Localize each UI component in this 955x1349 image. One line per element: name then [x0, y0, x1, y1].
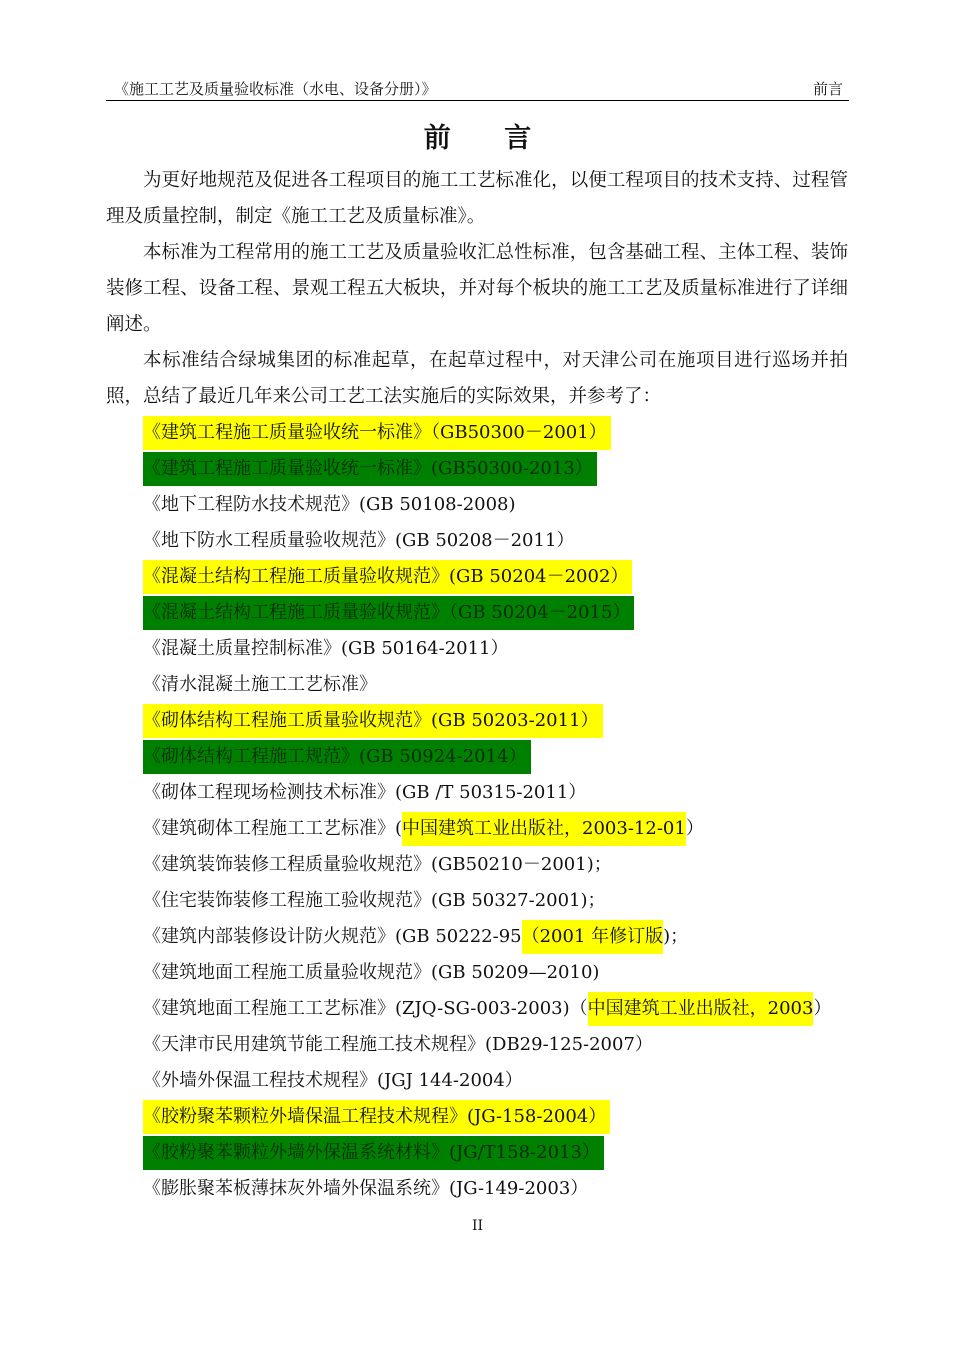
reference-text: 《地下防水工程质量验收规范》(GB 50208－2011） — [143, 530, 575, 551]
reference-item — [143, 1135, 831, 1171]
reference-item — [143, 883, 831, 919]
reference-item — [143, 487, 831, 523]
reference-text: 《外墙外保温工程技术规程》(JGJ 144-2004） — [143, 1070, 523, 1091]
reference-item — [143, 919, 831, 955]
highlighted-reference-text: 《砌体结构工程施工规范》(GB 50924-2014） — [143, 740, 531, 774]
reference-text: ） — [685, 818, 704, 839]
intro-text — [106, 163, 848, 415]
reference-text: 《混凝土质量控制标准》(GB 50164-2011） — [143, 638, 509, 659]
reference-text: 《天津市民用建筑节能工程施工技术规程》(DB29-125-2007） — [143, 1034, 653, 1055]
highlighted-reference-text: 《建筑工程施工质量验收统一标准》（GB50300－2001） — [143, 416, 611, 450]
reference-list — [143, 415, 831, 1207]
reference-text: 《建筑内部装修设计防火规范》(GB 50222-95 — [143, 926, 522, 947]
page-title: 前 言 — [423, 123, 554, 154]
highlighted-publisher-text: 中国建筑工业出版社，2003 — [588, 992, 814, 1026]
reference-item — [143, 811, 831, 847]
reference-item — [143, 559, 831, 595]
reference-text: 《建筑装饰装修工程质量验收规范》(GB50210－2001)； — [143, 854, 612, 875]
paragraph: 本标准结合绿城集团的标准起草，在起草过程中，对天津公司在施项目进行巡场并拍照，总结了最近几年来公司工艺工法实施后的实际效果，并参考了： — [106, 350, 848, 407]
reference-item — [143, 1063, 831, 1099]
reference-text: 《建筑地面工程施工工艺标准》(ZJQ-SG-003-2003)（ — [143, 998, 588, 1019]
reference-text: )； — [663, 926, 689, 947]
paragraph: 为更好地规范及促进各工程项目的施工工艺标准化，以便工程项目的技术支持、过程管理及质量控制，制定《施工工艺及质量标准》。 — [106, 170, 848, 227]
reference-text: 《砌体工程现场检测技术标准》(GB /T 50315-2011） — [143, 782, 587, 803]
reference-item — [143, 1171, 831, 1207]
highlighted-publisher-text: （2001 年修订版 — [522, 920, 664, 954]
reference-item — [143, 1099, 831, 1135]
reference-item — [143, 667, 831, 703]
reference-text: 《住宅装饰装修工程施工验收规范》(GB 50327-2001)； — [143, 890, 606, 911]
highlighted-reference-text: 《砌体结构工程施工质量验收规范》(GB 50203-2011） — [143, 704, 603, 738]
highlighted-publisher-text: 中国建筑工业出版社，2003-12-01 — [402, 812, 686, 846]
highlighted-reference-text: 《混凝土结构工程施工质量验收规范》（GB 50204－2015） — [143, 596, 634, 630]
page-number: II — [471, 1218, 484, 1234]
reference-text: 《膨胀聚苯板薄抹灰外墙外保温系统》(JG-149-2003） — [143, 1178, 589, 1199]
reference-item — [143, 523, 831, 559]
reference-text: 《清水混凝土施工工艺标准》 — [143, 674, 377, 695]
reference-item — [143, 595, 831, 631]
header-section: 前言 — [812, 80, 843, 98]
reference-item — [143, 1027, 831, 1063]
reference-text: 《地下工程防水技术规范》(GB 50108-2008) — [143, 494, 516, 515]
highlighted-reference-text: 《胶粉聚苯颗粒外墙外保温系统材料》(JG/T158-2013） — [143, 1136, 604, 1170]
highlighted-reference-text: 《胶粉聚苯颗粒外墙保温工程技术规程》(JG-158-2004） — [143, 1100, 610, 1134]
reference-item — [143, 955, 831, 991]
reference-item — [143, 847, 831, 883]
highlighted-reference-text: 《建筑工程施工质量验收统一标准》(GB50300-2013） — [143, 452, 597, 486]
reference-item — [143, 739, 831, 775]
reference-item — [143, 415, 831, 451]
reference-text: 《建筑砌体工程施工工艺标准》( — [143, 818, 403, 839]
highlighted-reference-text: 《混凝土结构工程施工质量验收规范》(GB 50204－2002） — [143, 560, 632, 594]
header-book-title: 《施工工艺及质量验收标准（水电、设备分册）》 — [114, 80, 437, 98]
reference-text: ） — [813, 998, 832, 1019]
reference-item — [143, 631, 831, 667]
reference-item — [143, 451, 831, 487]
page-header — [106, 78, 849, 101]
reference-text: 《建筑地面工程施工质量验收规范》(GB 50209—2010) — [143, 962, 600, 983]
reference-item — [143, 775, 831, 811]
reference-item — [143, 703, 831, 739]
reference-item — [143, 991, 831, 1027]
paragraph: 本标准为工程常用的施工工艺及质量验收汇总性标准，包含基础工程、主体工程、装饰装修工程、设备工程、景观工程五大板块，并对每个板块的施工工艺及质量标准进行了详细阐述。 — [106, 242, 848, 335]
